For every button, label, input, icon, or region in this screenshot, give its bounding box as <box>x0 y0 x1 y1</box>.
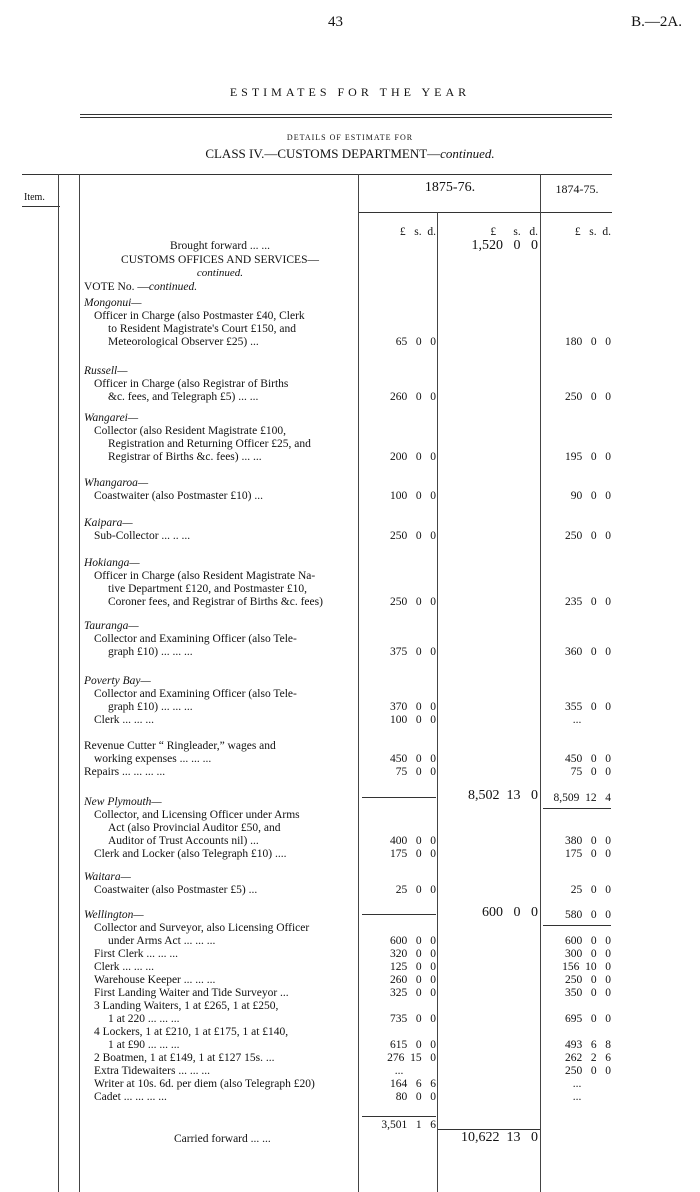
new-plymouth-block <box>84 796 356 861</box>
wellington-line: Clerk ... ... ... <box>94 961 155 973</box>
amount-current: 370 0 0 <box>390 701 436 713</box>
station-line: Coastwaiter (also Postmaster £5) ... <box>94 884 258 896</box>
wellington-line: 1 at 220 ... ... ... <box>108 1013 180 1025</box>
amount-current: ... <box>394 1065 404 1077</box>
amount-current: 175 0 0 <box>390 848 436 860</box>
station-line: Collector and Examining Officer (also Tele- <box>94 633 297 645</box>
amount-current: 276 15 0 <box>387 1052 436 1064</box>
station-line: &c. fees, and Telegraph £5) ... ... <box>108 391 259 403</box>
station-block <box>84 365 356 404</box>
document-reference: B.—2A. <box>631 14 682 30</box>
wellington-subtotal: 3,501 1 6 <box>381 1119 436 1131</box>
subtotal-previous: 8,509 12 4 <box>553 792 611 804</box>
amount-previous: ... <box>572 714 582 726</box>
amount-current: 735 0 0 <box>390 1013 436 1025</box>
station-line: Officer in Charge (also Registrar of Births <box>94 378 289 390</box>
station-name: Wellington— <box>84 909 144 921</box>
section-continued: continued. <box>196 267 244 279</box>
amount-current: 25 0 0 <box>395 884 436 896</box>
amount-previous: 175 0 0 <box>565 848 611 860</box>
year-current-header: 1875-76. <box>424 180 476 195</box>
amount-current: 375 0 0 <box>390 646 436 658</box>
amount-current: 400 0 0 <box>390 835 436 847</box>
subtotal-previous-rule <box>543 925 611 926</box>
station-name: Tauranga— <box>84 620 139 632</box>
station-name: Poverty Bay— <box>84 675 151 687</box>
table-top-rule <box>22 174 612 175</box>
amount-current: 250 0 0 <box>390 530 436 542</box>
amount-current: 325 0 0 <box>390 987 436 999</box>
amount-current: 260 0 0 <box>390 391 436 403</box>
amount-previous: 250 0 0 <box>565 1065 611 1077</box>
station-block <box>84 477 356 503</box>
vote-line <box>84 281 356 294</box>
item-col-rule <box>22 206 60 207</box>
year-column-line <box>540 174 541 1192</box>
wellington-line: First Clerk ... ... ... <box>94 948 179 960</box>
station-line: Auditor of Trust Accounts nil) ... <box>108 835 259 847</box>
station-line: Collector and Surveyor, also Licensing Officer <box>94 922 310 934</box>
item-column-header: Item. <box>24 192 45 203</box>
station-line: Meteorological Observer £25) ... <box>108 336 259 348</box>
vote-continued: continued. <box>148 281 198 293</box>
wellington-line: Cadet ... ... ... ... <box>94 1091 167 1103</box>
subtotal-rule <box>362 914 436 915</box>
station-name: Russell— <box>84 365 128 377</box>
vote-text: VOTE No. — <box>84 281 149 293</box>
page-header: ESTIMATES FOR THE YEAR <box>229 85 471 99</box>
amount-current: 75 0 0 <box>395 766 436 778</box>
subtotal-current: 600 0 0 <box>482 905 538 920</box>
amount-current: 100 0 0 <box>390 714 436 726</box>
station-line: Collector (also Resident Magistrate £100, <box>94 425 286 437</box>
amount-previous: 250 0 0 <box>565 391 611 403</box>
amount-current: 200 0 0 <box>390 451 436 463</box>
amount-previous: 25 0 0 <box>570 884 611 896</box>
class-title-text: CLASS IV.—CUSTOMS DEPARTMENT— <box>205 146 441 161</box>
lsd-header-total: £ s. d. <box>490 226 538 238</box>
amount-previous: 600 0 0 <box>565 935 611 947</box>
subtotal-rule <box>362 797 436 798</box>
subtotal-rule <box>362 1116 436 1117</box>
carried-forward-label: Carried forward ... ... <box>174 1133 271 1145</box>
station-line: Repairs ... ... ... ... <box>84 766 166 778</box>
station-block <box>84 620 356 659</box>
header-rule-2 <box>80 117 612 118</box>
amount-current: 615 0 0 <box>390 1039 436 1051</box>
subtotal-previous-rule <box>543 808 611 809</box>
station-line: Collector, and Licensing Officer under Arms <box>94 809 300 821</box>
wellington-line: Warehouse Keeper ... ... ... <box>94 974 216 986</box>
amount-previous: 300 0 0 <box>565 948 611 960</box>
station-line: Coroner fees, and Registrar of Births &c. fees) <box>108 596 323 608</box>
station-block <box>84 297 356 349</box>
wellington-line: Extra Tidewaiters ... ... ... <box>94 1065 210 1077</box>
station-name: Hokianga— <box>84 557 140 569</box>
amount-previous: 350 0 0 <box>565 987 611 999</box>
amount-current: 320 0 0 <box>390 948 436 960</box>
amount-previous: 90 0 0 <box>570 490 611 502</box>
station-name: Mongonui— <box>84 297 142 309</box>
year-head-rule <box>358 212 612 213</box>
revenue-cutter-block <box>84 740 356 779</box>
poverty-bay-block <box>84 675 356 727</box>
brought-forward-total: 1,520 0 0 <box>471 238 538 253</box>
detail-column-line <box>437 212 438 1192</box>
amount-current: 600 0 0 <box>390 935 436 947</box>
station-block <box>84 412 356 464</box>
amount-previous: 380 0 0 <box>565 835 611 847</box>
station-line: Collector and Examining Officer (also Tele- <box>94 688 297 700</box>
station-line: to Resident Magistrate's Court £150, and <box>108 323 296 335</box>
amount-current: 250 0 0 <box>390 596 436 608</box>
wellington-line: Writer at 10s. 6d. per diem (also Telegraph £20) <box>94 1078 315 1090</box>
amount-previous: ... <box>572 1091 582 1103</box>
station-line: Clerk ... ... ... <box>94 714 155 726</box>
station-name: New Plymouth— <box>84 796 162 808</box>
wellington-line: 2 Boatmen, 1 at £149, 1 at £127 15s. ... <box>94 1052 275 1064</box>
station-block <box>84 517 356 543</box>
amount-current: 100 0 0 <box>390 490 436 502</box>
station-name: Waitara— <box>84 871 131 883</box>
header-rule <box>80 114 612 115</box>
amount-previous: 75 0 0 <box>570 766 611 778</box>
details-heading: DETAILS OF ESTIMATE FOR <box>286 133 414 142</box>
amount-previous: 235 0 0 <box>565 596 611 608</box>
station-name: Kaipara— <box>84 517 133 529</box>
amount-current: 260 0 0 <box>390 974 436 986</box>
text-column-right-line <box>358 174 359 1192</box>
lsd-header-detail: £ s. d. <box>399 226 436 238</box>
amount-current: 65 0 0 <box>395 336 436 348</box>
amount-previous: 195 0 0 <box>565 451 611 463</box>
amount-current: 450 0 0 <box>390 753 436 765</box>
text-column-left-line <box>79 174 80 1192</box>
station-line: Registrar of Births &c. fees) ... ... <box>108 451 262 463</box>
lsd-header-previous: £ s. d. <box>574 226 611 238</box>
carried-forward-total: 10,622 13 0 <box>461 1130 538 1145</box>
wellington-line: under Arms Act ... ... ... <box>108 935 216 947</box>
station-line: working expenses ... ... ... <box>94 753 212 765</box>
amount-previous: 695 0 0 <box>565 1013 611 1025</box>
station-line: Revenue Cutter “ Ringleader,” wages and <box>84 740 276 752</box>
amount-previous: 156 10 0 <box>562 961 611 973</box>
amount-previous: 262 2 6 <box>565 1052 611 1064</box>
waitara-block <box>84 871 356 897</box>
amount-current: 80 0 0 <box>395 1091 436 1103</box>
amount-previous: 355 0 0 <box>565 701 611 713</box>
station-line: Officer in Charge (also Resident Magistrate Na- <box>94 570 316 582</box>
amount-previous: 180 0 0 <box>565 336 611 348</box>
amount-previous: ... <box>572 1078 582 1090</box>
wellington-line: First Landing Waiter and Tide Surveyor ... <box>94 987 289 999</box>
year-previous-header: 1874-75. <box>555 182 599 196</box>
amount-current: 164 6 6 <box>390 1078 436 1090</box>
amount-previous: 450 0 0 <box>565 753 611 765</box>
station-line: Coastwaiter (also Postmaster £10) ... <box>94 490 263 502</box>
station-block <box>84 557 356 609</box>
class-continued: continued. <box>440 146 495 161</box>
station-name: Wangarei— <box>84 412 139 424</box>
wellington-line: 4 Lockers, 1 at £210, 1 at £175, 1 at £140, <box>94 1026 289 1038</box>
station-line: Sub-Collector ... .. ... <box>94 530 191 542</box>
station-line: Officer in Charge (also Postmaster £40, Clerk <box>94 310 305 322</box>
wellington-line: 1 at £90 ... ... ... <box>108 1039 180 1051</box>
amount-previous: 360 0 0 <box>565 646 611 658</box>
wellington-line: 3 Landing Waiters, 1 at £265, 1 at £250, <box>94 1000 279 1012</box>
station-line: graph £10) ... ... ... <box>108 646 193 658</box>
amount-previous: 250 0 0 <box>565 974 611 986</box>
station-line: graph £10) ... ... ... <box>108 701 193 713</box>
subtotal-previous: 580 0 0 <box>565 909 611 921</box>
page-number: 43 <box>328 14 343 30</box>
station-line: Clerk and Locker (also Telegraph £10) .... <box>94 848 287 860</box>
section-title: CUSTOMS OFFICES AND SERVICES— <box>121 254 319 266</box>
wellington-block <box>84 909 356 935</box>
station-line: Act (also Provincial Auditor £50, and <box>108 822 281 834</box>
item-column-line <box>58 174 59 1192</box>
brought-forward-label: Brought forward ... ... <box>170 240 270 252</box>
amount-previous: 250 0 0 <box>565 530 611 542</box>
class-title <box>0 146 700 162</box>
station-line: Registration and Returning Officer £25, and <box>108 438 311 450</box>
amount-current: 125 0 0 <box>390 961 436 973</box>
station-line: tive Department £120, and Postmaster £10, <box>108 583 307 595</box>
subtotal-current: 8,502 13 0 <box>468 788 538 803</box>
station-name: Whangaroa— <box>84 477 149 489</box>
amount-previous: 493 6 8 <box>565 1039 611 1051</box>
